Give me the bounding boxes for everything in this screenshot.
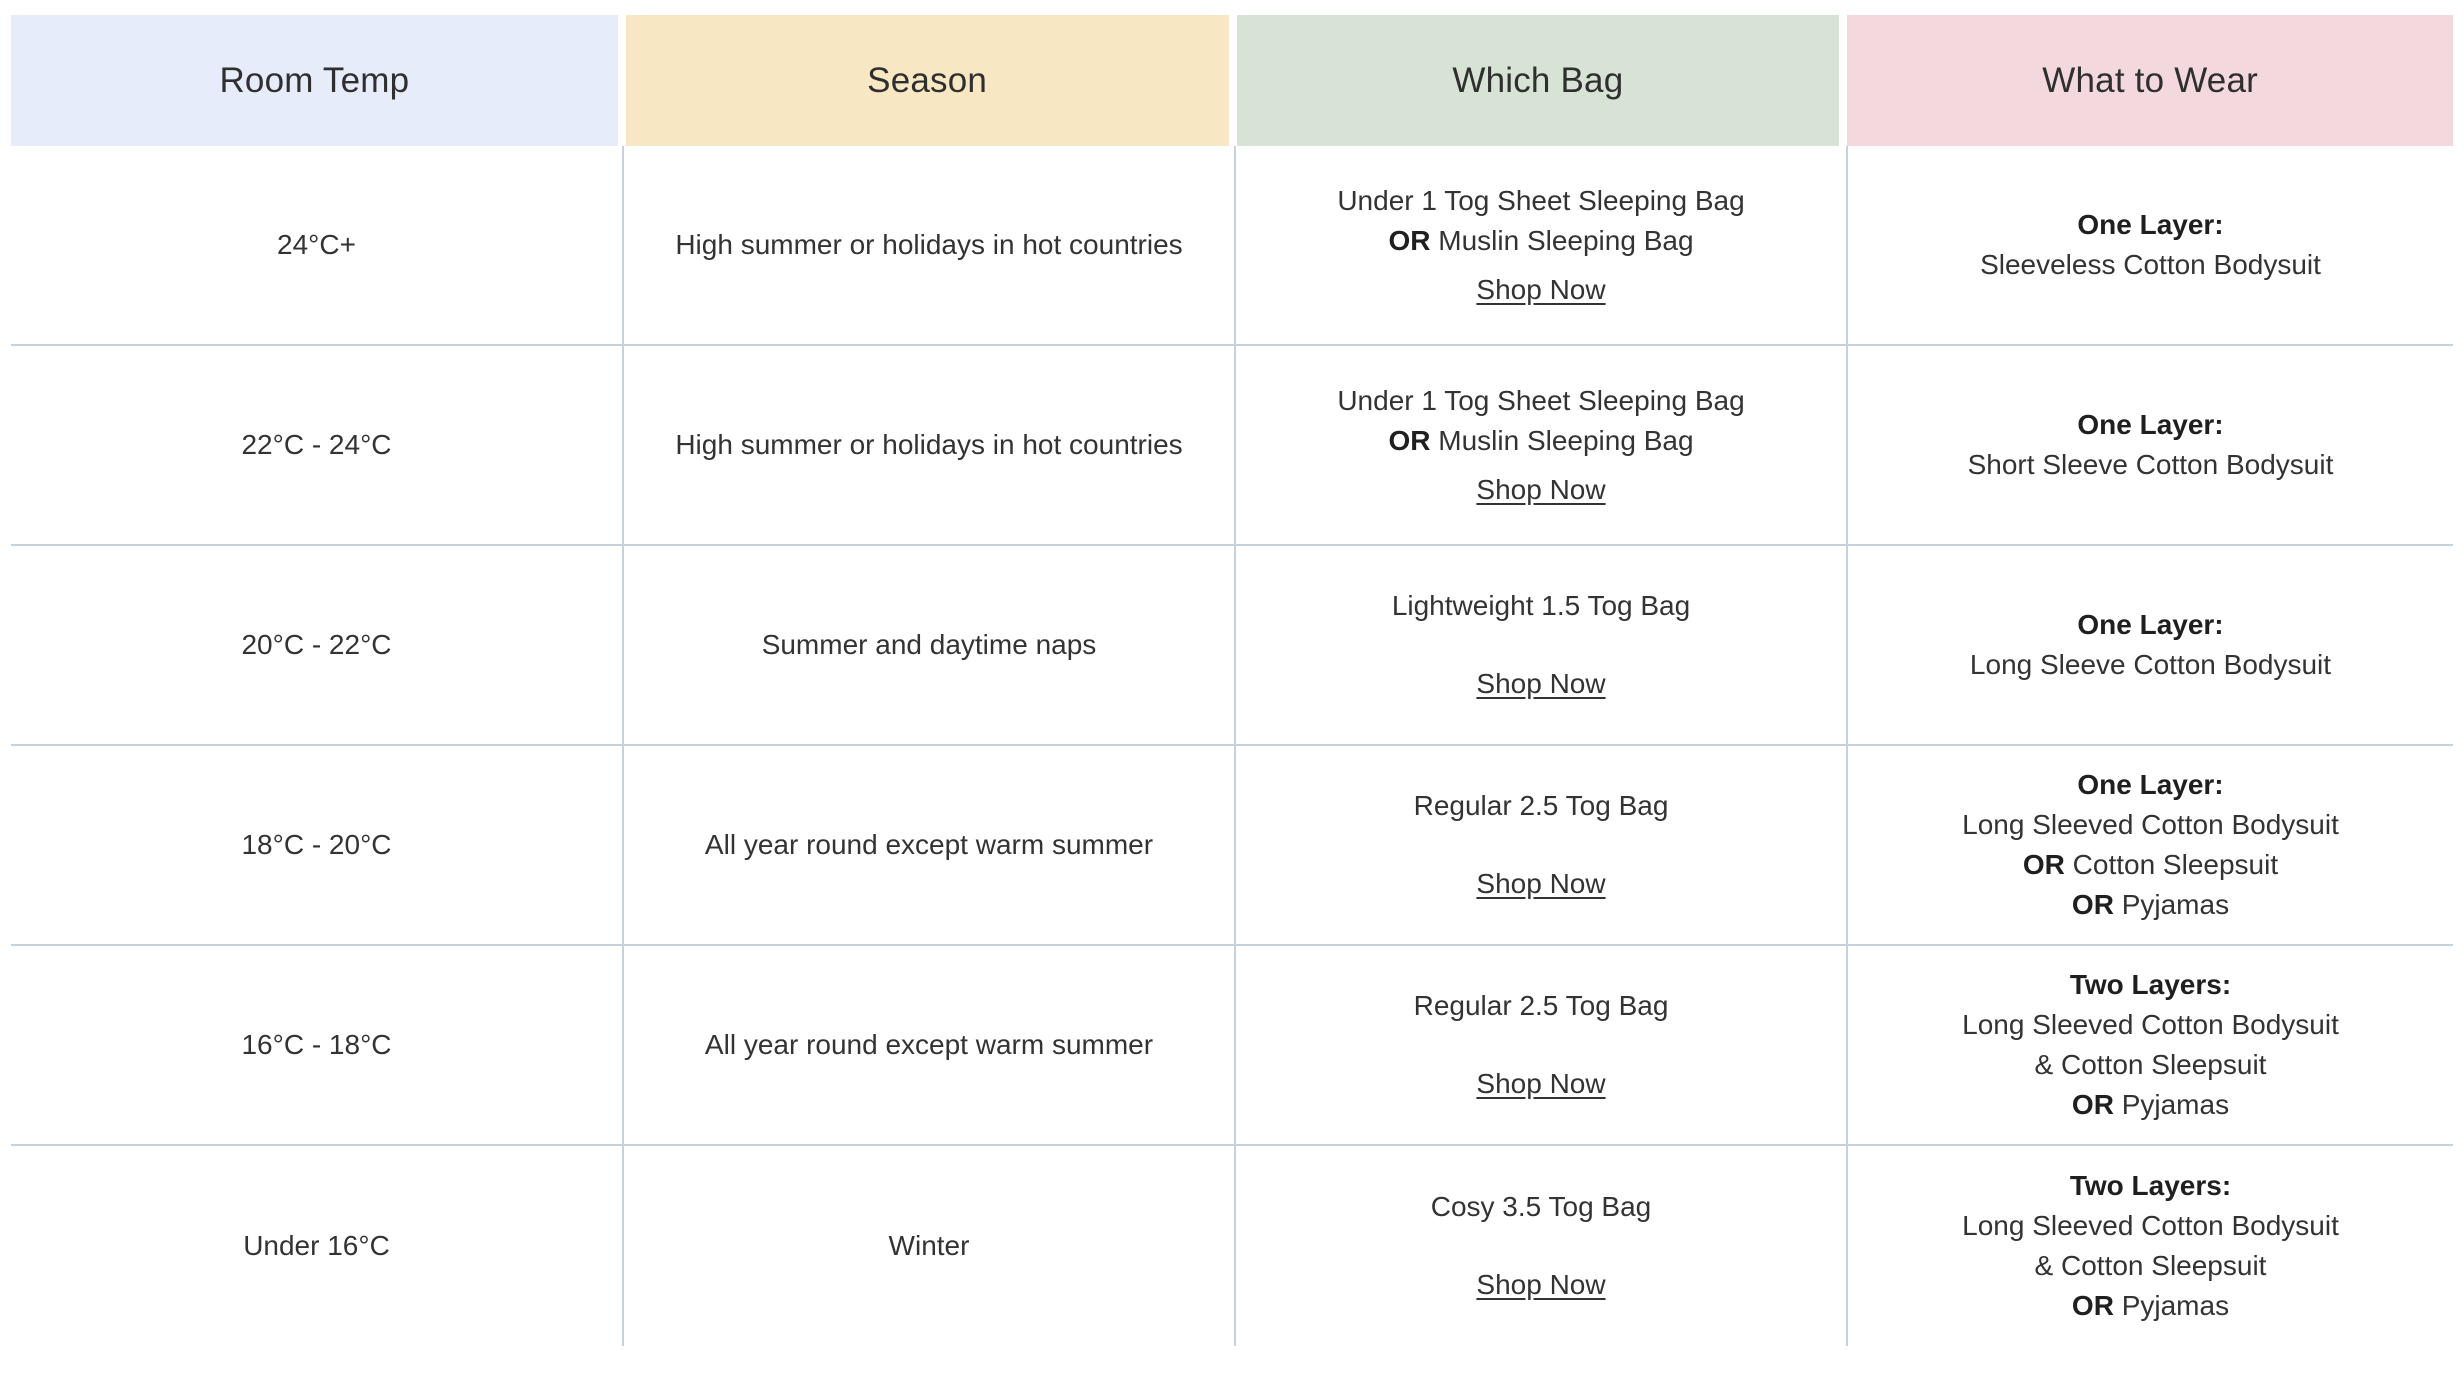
wear-cell [1846, 346, 2453, 544]
layer-title: One Layer: [2077, 769, 2224, 800]
header-which-bag: Which Bag [1237, 15, 1840, 146]
season-cell [622, 546, 1234, 744]
shop-now-link[interactable]: Shop Now [1476, 473, 1606, 505]
or-label: OR [2022, 849, 2065, 880]
wear-item: Short Sleeve Cotton Bodysuit [1967, 449, 2334, 480]
season-value: Winter [888, 1230, 970, 1261]
wear-alt-line [2072, 1085, 2229, 1125]
table-row [11, 946, 2453, 1146]
wear-cell [1846, 946, 2453, 1144]
room-temp-cell [11, 746, 622, 944]
or-label: OR [2071, 1290, 2114, 1321]
layer-title: One Layer: [2077, 609, 2224, 640]
or-label: OR [1388, 224, 1431, 256]
wear-alt-text: Pyjamas [2121, 889, 2230, 920]
room-temp-value: 16°C - 18°C [241, 1029, 392, 1060]
layer-title: One Layer: [2077, 209, 2224, 240]
bag-alt-text: Muslin Sleeping Bag [1438, 424, 1694, 456]
shop-now-link[interactable]: Shop Now [1476, 668, 1606, 699]
season-cell [622, 746, 1234, 944]
or-label: OR [2071, 889, 2114, 920]
wear-alt-text: Cotton Sleepsuit [2072, 849, 2279, 880]
bag-cell [1234, 346, 1846, 544]
room-temp-cell [11, 546, 622, 744]
room-temp-value: 20°C - 22°C [241, 629, 392, 660]
wear-alt-line [2072, 1286, 2229, 1326]
room-temp-cell [11, 146, 622, 344]
season-value: Summer and daytime naps [761, 629, 1097, 660]
season-cell [622, 946, 1234, 1144]
wear-cell [1846, 546, 2453, 744]
season-value: All year round except warm summer [704, 829, 1154, 860]
bag-line: Under 1 Tog Sheet Sleeping Bag [1337, 384, 1745, 416]
layer-title: Two Layers: [2069, 1170, 2232, 1201]
room-temp-value: 18°C - 20°C [241, 829, 392, 860]
bag-line: Regular 2.5 Tog Bag [1413, 790, 1669, 821]
header-season: Season [626, 15, 1229, 146]
wear-alt-text: Pyjamas [2121, 1089, 2230, 1120]
bag-alt-line [1388, 221, 1693, 261]
bag-cell [1234, 546, 1846, 744]
season-value: High summer or holidays in hot countries [675, 229, 1183, 260]
layer-title: One Layer: [2077, 409, 2224, 440]
season-value: All year round except warm summer [704, 1029, 1154, 1060]
wear-item: Long Sleeve Cotton Bodysuit [1969, 649, 2332, 680]
wear-item: Long Sleeved Cotton Bodysuit [1962, 1210, 2339, 1241]
or-label: OR [1388, 424, 1431, 456]
header-room-temp: Room Temp [11, 15, 618, 146]
wear-alt-text: Pyjamas [2121, 1290, 2230, 1321]
table-row [11, 746, 2453, 946]
table-row [11, 546, 2453, 746]
bag-alt-line [1388, 421, 1693, 461]
wear-item: Sleeveless Cotton Bodysuit [1980, 249, 2321, 280]
bag-line: Regular 2.5 Tog Bag [1413, 990, 1669, 1021]
header-what-to-wear: What to Wear [1847, 15, 2453, 146]
wear-item: & Cotton Sleepsuit [2034, 1049, 2267, 1080]
season-cell [622, 346, 1234, 544]
bag-cell [1234, 746, 1846, 944]
room-temp-value: Under 16°C [243, 1230, 390, 1261]
shop-now-link[interactable]: Shop Now [1476, 1269, 1606, 1300]
bag-line: Under 1 Tog Sheet Sleeping Bag [1337, 184, 1745, 216]
shop-now-link[interactable]: Shop Now [1476, 868, 1606, 899]
season-cell [622, 146, 1234, 344]
wear-cell [1846, 746, 2453, 944]
sleep-guide-table [11, 15, 2453, 1346]
wear-item: Long Sleeved Cotton Bodysuit [1962, 1009, 2339, 1040]
room-temp-value: 22°C - 24°C [241, 429, 392, 460]
bag-line: Lightweight 1.5 Tog Bag [1391, 590, 1691, 621]
wear-alt-line [2023, 845, 2278, 885]
season-value: High summer or holidays in hot countries [675, 429, 1183, 460]
shop-now-link[interactable]: Shop Now [1476, 1068, 1606, 1099]
wear-item: & Cotton Sleepsuit [2034, 1250, 2267, 1281]
table-row [11, 1146, 2453, 1346]
wear-item: Long Sleeved Cotton Bodysuit [1962, 809, 2339, 840]
wear-alt-line [2072, 885, 2229, 925]
layer-title: Two Layers: [2069, 969, 2232, 1000]
season-cell [622, 1146, 1234, 1346]
room-temp-value: 24°C+ [277, 229, 356, 260]
bag-cell [1234, 946, 1846, 1144]
wear-cell [1846, 146, 2453, 344]
table-body [11, 146, 2453, 1346]
wear-cell [1846, 1146, 2453, 1346]
room-temp-cell [11, 1146, 622, 1346]
table-row [11, 346, 2453, 546]
bag-cell [1234, 146, 1846, 344]
shop-now-link[interactable]: Shop Now [1476, 273, 1606, 305]
or-label: OR [2071, 1089, 2114, 1120]
bag-line: Cosy 3.5 Tog Bag [1430, 1191, 1652, 1222]
table-row [11, 146, 2453, 346]
table-header [11, 15, 2453, 146]
room-temp-cell [11, 346, 622, 544]
room-temp-cell [11, 946, 622, 1144]
bag-cell [1234, 1146, 1846, 1346]
bag-alt-text: Muslin Sleeping Bag [1438, 224, 1694, 256]
